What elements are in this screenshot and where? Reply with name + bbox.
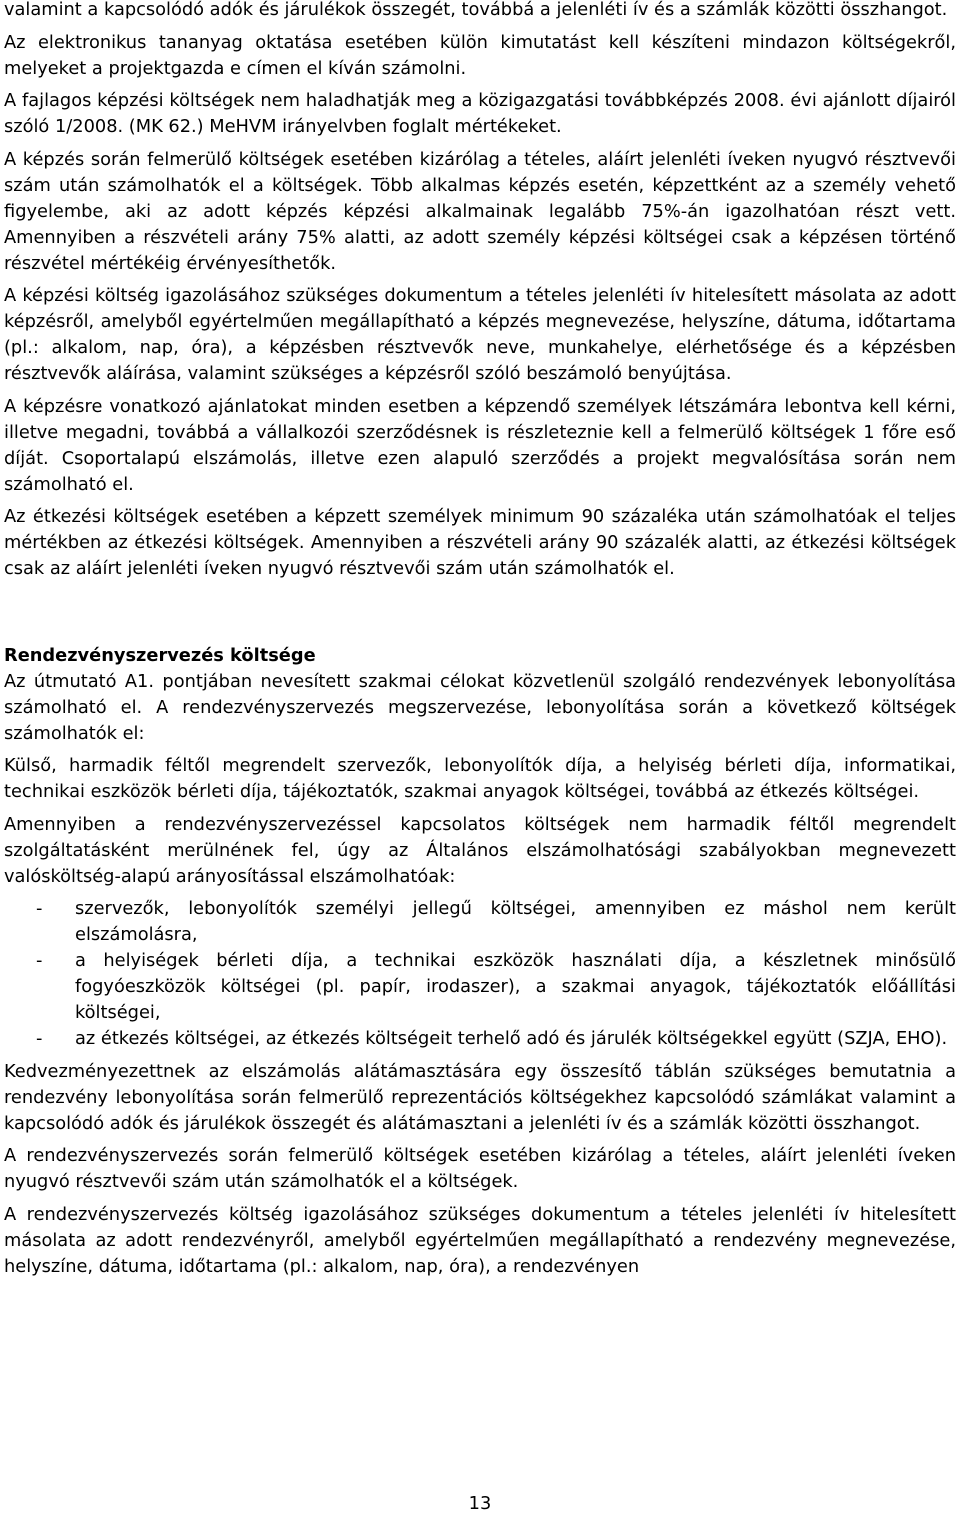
paragraph: A rendezvényszervezés költség igazolásához szükséges dokumentum a tételes jelenléti ív hitelesített másolata az adott rendezvényről, amelyből egyértelműen megállapítható a rendezvény megnevezése, helyszíne, dátuma, időtartama (pl.: alkalom, nap, óra), a rendezvényen — [4, 1203, 956, 1277]
list-item-text: a helyiségek bérleti díja, a technikai eszközök használati díja, a készletnek minősülő fogyóeszközök költségei (pl. papír, irodaszer), a szakmai anyagok, tájékoztatók előállítási költségei, — [75, 950, 956, 1023]
list-item-text: az étkezés költségei, az étkezés költségeit terhelő adó és járulék költségekkel együtt (SZJA, EHO). — [75, 1028, 948, 1049]
dash-bullet: - — [36, 950, 43, 971]
paragraph: A rendezvényszervezés során felmerülő költségek esetében kizárólag a tételes, aláírt jelenléti íveken nyugvó résztvevői szám után számolhatók el a költségek. — [4, 1145, 956, 1192]
paragraph: A képzésre vonatkozó ajánlatokat minden esetben a képzendő személyek létszámára lebontva kell kérni, illetve megadni, továbbá a vállalkozói szerződésnek is részleteznie kell a felmerülő költségek 1 főre eső díját. Csoportalapú elszámolás, illetve ezen alapuló szerződés a projekt megvalósítása során nem számolható el. — [4, 395, 956, 495]
list-item — [4, 896, 956, 948]
section-spacer — [4, 589, 956, 643]
paragraph: valamint a kapcsolódó adók és járulékok összegét, továbbá a jelenléti ív és a számlák közötti összhangot. — [4, 0, 948, 20]
list-item-text: szervezők, lebonyolítók személyi jellegű költségei, amennyiben ez máshol nem került elszámolásra, — [75, 898, 956, 945]
dash-bullet: - — [36, 1028, 43, 1049]
document-page — [4, 0, 956, 1515]
paragraph: A képzés során felmerülő költségek esetében kizárólag a tételes, aláírt jelenléti íveken nyugvó résztvevői szám után számolhatók el a költségek. Több alkalmas képzés esetén, képzettként az a személy vehető figyelembe, aki az adott képzés képzési alkalmainak legalább 75%-án igazolhatóan részt vett. Amennyiben a részvételi arány 75% alatti, az adott személy képzési költségei csak a képzésen történő részvétel mértékéig érvényesíthetők. — [4, 148, 956, 274]
paragraph: A képzési költség igazolásához szükséges dokumentum a tételes jelenléti ív hitelesített másolata az adott képzésről, amelyből egyértelműen megállapítható a képzés megnevezése, helyszíne, dátuma, időtartama (pl.: alkalom, nap, óra), a képzésben résztvevők neve, munkahelye, elérhetősége és a képzésben résztvevők aláírása, valamint szükséges a képzésről szóló beszámoló benyújtása. — [4, 285, 956, 384]
paragraph: Az elektronikus tananyag oktatása esetében külön kimutatást kell készíteni mindazon költségekről, melyeket a projektgazda e címen el kíván számolni. — [4, 31, 956, 79]
page-body — [4, 0, 956, 1286]
cost-list — [4, 896, 956, 1052]
paragraph: Amennyiben a rendezvényszervezéssel kapcsolatos költségek nem harmadik féltől megrendelt szolgáltatásként merülnének fel, úgy az Általános elszámolhatósági szabályokban megnevezett valósköltség-alapú arányosítással elszámolhatóak: — [4, 813, 956, 887]
paragraph: Az útmutató A1. pontjában nevesített szakmai célokat közvetlenül szolgáló rendezvények lebonyolítása számolható el. A rendezvényszervezés megszervezése, lebonyolítása során a következő költségek számolhatók el: — [4, 670, 956, 744]
paragraph: Külső, harmadik féltől megrendelt szervezők, lebonyolítók díja, a helyiség bérleti díja, informatikai, technikai eszközök bérleti díja, tájékoztatók, szakmai anyagok költségei, továbbá az étkezés költségei. — [4, 755, 956, 802]
paragraph: A fajlagos képzési költségek nem haladhatják meg a közigazgatási továbbképzés 2008. évi ajánlott díjairól szóló 1/2008. (MK 62.) MeHVM irányelvben foglalt mértékeket. — [4, 90, 956, 137]
list-item — [4, 1026, 956, 1052]
page-number: 13 — [468, 1493, 492, 1514]
paragraph: Az étkezési költségek esetében a képzett személyek minimum 90 százaléka után számolhatóak el teljes mértékben az étkezési költségek. Amennyiben a részvételi arány 90 százalék alatti, az étkezési költségek csak az aláírt jelenléti íveken nyugvó résztvevői szám után számolhatók el. — [4, 506, 956, 579]
section-heading: Rendezvényszervezés költsége — [4, 644, 316, 666]
paragraph: Kedvezményezettnek az elszámolás alátámasztására egy összesítő táblán szükséges bemutatnia a rendezvény lebonyolítása során felmerülő reprezentációs költségekhez kapcsolódó számlákat valamint a kapcsolódó adók és járulékok összegét és alátámasztani a jelenléti ív és a számlák közötti összhangot. — [4, 1060, 956, 1134]
dash-bullet: - — [36, 898, 43, 919]
list-item — [4, 948, 956, 1026]
